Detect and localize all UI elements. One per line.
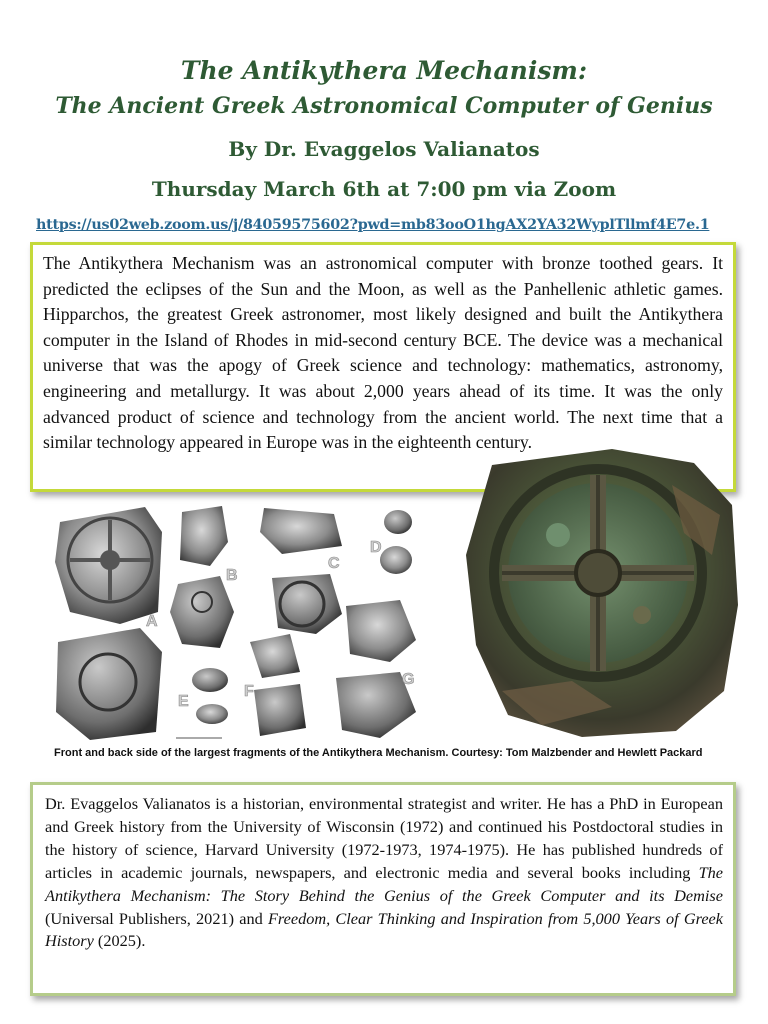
- zoom-link[interactable]: https://us02web.zoom.us/j/84059575602?pwd=mb83ooO1hgAX2YA32WyplTllmf4E7e.1: [36, 217, 710, 233]
- fragment-d: [380, 510, 412, 574]
- fragment-a-front: [55, 507, 162, 624]
- label-b: B: [226, 567, 238, 584]
- fragments-image: [50, 502, 422, 742]
- label-c: C: [328, 555, 340, 572]
- fragment-b: [170, 506, 234, 648]
- intro-text: The Antikythera Mechanism was an astronomical computer with bronze toothed gears. It predicted the eclipses of the Sun and the Moon, as well as the Panhellenic athletic games. Hipparchos, the greatest Greek astronomer, most likely designed and built the Antikythera computer in the Island of Rhodes in mid-second century BCE. The device was a mechanical universe that was the apogy of Greek science and technology: mathematics, astronomy, engineering and metallurgy. It was about 2,000 years ahead of its time. It was the only advanced product of science and technology from the ancient world. The next time that a similar technology appeared in Europe was in the eighteenth century.: [43, 253, 723, 453]
- title-line-2: The Ancient Greek Astronomical Computer of Genius: [55, 93, 713, 119]
- fragment-f: [250, 634, 306, 736]
- bio-book-1: The Antikythera Mechanism: The Story Behind the Genius of the Greek Computer and its Demise: [45, 862, 723, 905]
- bio-book-2: Freedom, Clear Thinking and Inspiration from 5,000 Years of Greek History: [45, 908, 724, 951]
- label-e: E: [178, 693, 189, 710]
- fragment-e: [192, 668, 228, 724]
- bio-box: [30, 782, 736, 996]
- bio-text-2: (Universal Publishers, 2021) and: [45, 908, 268, 928]
- mechanism-photo: [462, 445, 740, 739]
- title-line-1: The Antikythera Mechanism:: [180, 56, 588, 85]
- date-line: Thursday March 6th at 7:00 pm via Zoom: [151, 177, 617, 201]
- author-line: By Dr. Evaggelos Valianatos: [228, 137, 540, 161]
- label-d: D: [370, 539, 382, 556]
- label-a: A: [146, 613, 158, 630]
- figure-caption: Front and back side of the largest fragments of the Antikythera Mechanism. Courtesy: Tom Malzbender and Hewlett Packard: [54, 747, 703, 759]
- fragment-a-back: [56, 628, 162, 740]
- label-g: G: [402, 671, 415, 688]
- bio-text-3: (2025).: [93, 931, 146, 951]
- bio-text-1: Dr. Evaggelos Valianatos is a historian, environmental strategist and writer. He has a PhD in European and Greek history from the University of Wisconsin (1972) and continued his Postdoctoral studies in the history of science, Harvard University (1972-1973, 1974-1975). He has published hundreds of articles in academic journals, newspapers, and electronic media and several books including: [45, 794, 723, 882]
- label-f: F: [244, 683, 254, 700]
- fragment-g: [336, 600, 416, 738]
